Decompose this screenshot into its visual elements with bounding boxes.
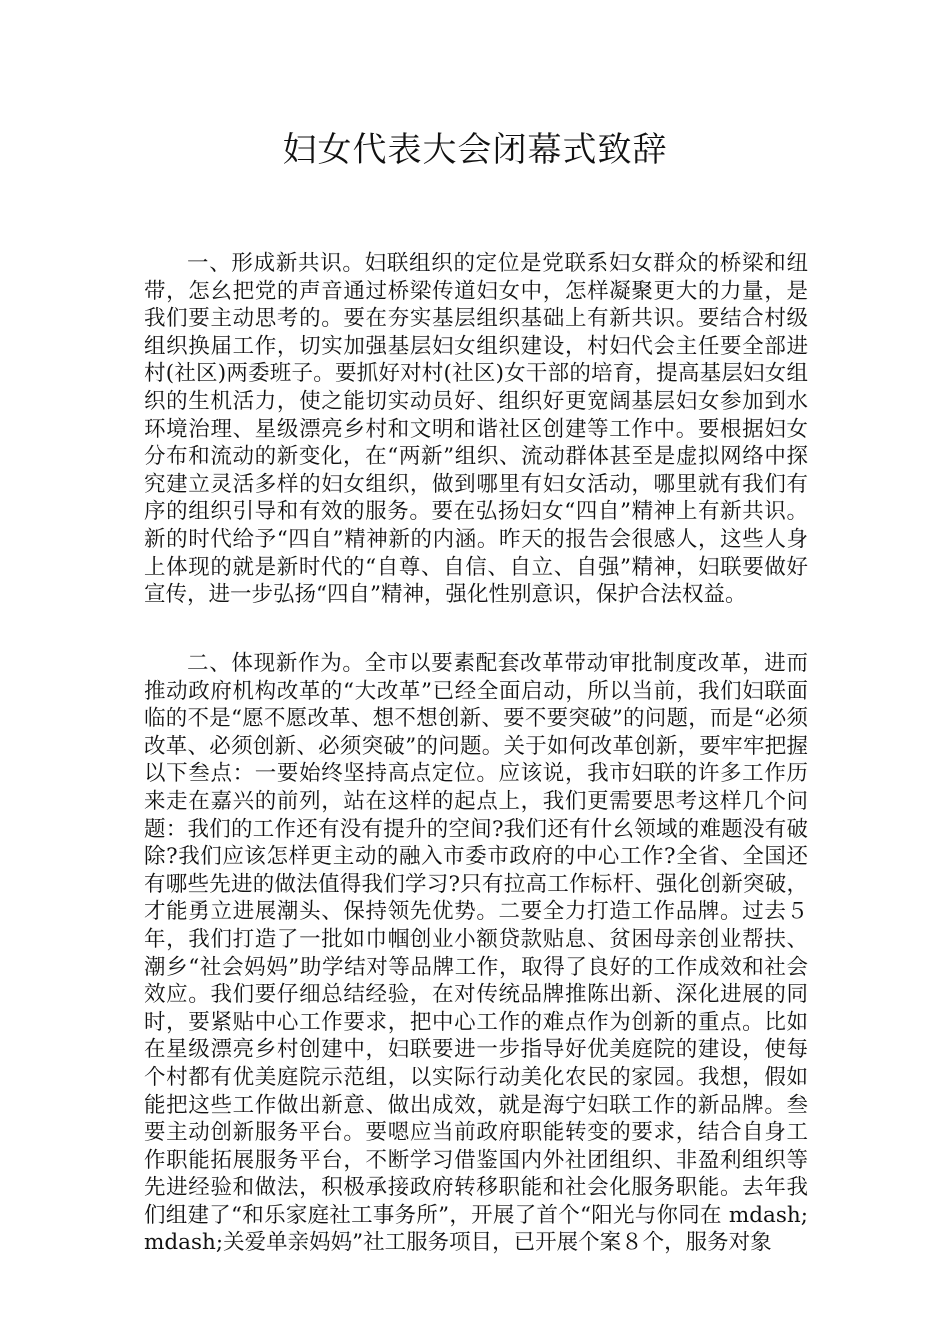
paragraph-2: 二、体现新作为。全市以要素配套改革带动审批制度改革，进而推动政府机构改革的“大改革”已经全面启动，所以当前，我们妇联面临的不是“愿不愿改革、想不想创新、要不要突破”的问题，而是“必须改革、必须创新、必须突破”的问题。关于如何改革创新，要牢牢把握以下叁点：一要始终坚持高点定位。应该说，我市妇联的许多工作历来走在嘉兴的前列，站在这样的起点上，我们更需要思考这样几个问题：我们的工作还有没有提升的空间?我们还有什幺领域的难题没有破除?我们应该怎样更主动的融入市委市政府的中心工作?全省、全国还有哪些先进的做法值得我们学习?只有拉高工作标杆、强化创新突破，才能勇立进展潮头、保持领先优势。二要全力打造工作品牌。过去５年，我们打造了一批如巾帼创业小额贷款贴息、贫困母亲创业帮扶、潮乡“社会妈妈”助学结对等品牌工作，取得了良好的工作成效和社会效应。我们要仔细总结经验，在对传统品牌推陈出新、深化进展的同时，要紧贴中心工作要求，把中心工作的难点作为创新的重点。比如在星级漂亮乡村创建中，妇联要进一步指导好优美庭院的建设，使每个村都有优美庭院示范组，以实际行动美化农民的家园。我想，假如能把这些工作做出新意、做出成效，就是海宁妇联工作的新品牌。叁要主动创新服务平台。要嗯应当前政府职能转变的要求，结合自身工作职能拓展服务平台，不断学习借鉴国内外社团组织、非盈利组织等先进经验和做法，积极承接政府转移职能和社会化服务职能。去年我们组建了“和乐家庭社工事务所”，开展了首个“阳光与你同在 mdash; mdash;关爱单亲妈妈”社工服务项目，已开展个案８个，服务对象 — [144, 651, 808, 1256]
document-title: 妇女代表大会闭幕式致辞 — [282, 130, 668, 170]
paragraph-1: 一、形成新共识。妇联组织的定位是党联系妇女群众的桥梁和纽带，怎幺把党的声音通过桥梁传道妇女中，怎样凝聚更大的力量，是我们要主动思考的。要在夯实基层组织基础上有新共识。要结合村级组织换届工作，切实加强基层妇女组织建设，村妇代会主任要全部进村(社区)两委班子。要抓好对村(社区)女干部的培育，提高基层妇女组织的生机活力，使之能切实动员好、组织好更宽阔基层妇女参加到水环境治理、星级漂亮乡村和文明和谐社区创建等工作中。要根据妇女分布和流动的新变化，在“两新”组织、流动群体甚至是虚拟网络中探究建立灵活多样的妇女组织，做到哪里有妇女活动，哪里就有我们有序的组织引导和有效的服务。要在弘扬妇女“四自”精神上有新共识。新的时代给予“四自”精神新的内涵。昨天的报告会很感人，这些人身上体现的就是新时代的“自尊、自信、自立、自强”精神，妇联要做好宣传，进一步弘扬“四自”精神，强化性别意识，保护合法权益。 — [144, 251, 808, 608]
